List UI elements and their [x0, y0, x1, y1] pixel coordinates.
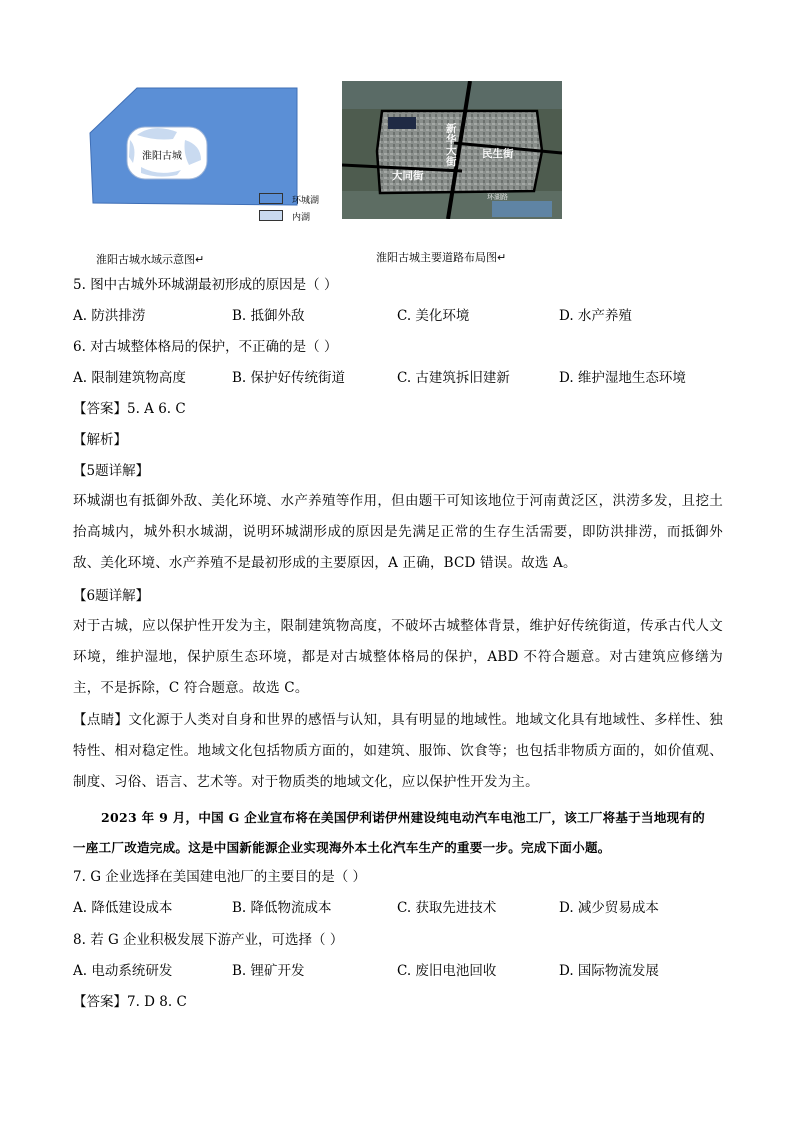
road-label-datong: 大同街 — [392, 170, 424, 182]
road-label-huanhu: 环湖路 — [487, 193, 508, 201]
question-6-stem — [73, 337, 337, 357]
dark-pond — [388, 117, 416, 129]
detail-6-tag: 【6题详解】 — [73, 588, 150, 604]
question-8-option-d: D. 国际物流发展 — [559, 963, 659, 979]
tip-text: 文化源于人类对自身和世界的感悟与认知，具有明显的地域性。地域文化具有地域性、多样性、独特性、相对稳定性。地域文化包括物质方面的，如建筑、服饰、饮食等；也包括非物质方面的，如价值观、制度、习俗、语言、艺术等。对于物质类的地域文化，应以保护性开发为主。 — [73, 712, 723, 790]
question-5-stem — [73, 275, 337, 295]
answer-text-2: 7. D 8. C — [127, 994, 187, 1010]
water-area-top — [342, 81, 562, 109]
question-7-option-b: B. 降低物流成本 — [232, 900, 332, 916]
question-7-text: G 企业选择在美国建电池厂的主要目的是（ ） — [90, 869, 367, 885]
question-8-option-b: B. 锂矿开发 — [232, 963, 305, 979]
right-figure-caption: 淮阳古城主要道路布局图↵ — [376, 251, 507, 264]
answer-text-1: 5. A 6. C — [127, 401, 186, 417]
detail-6-text: 对于古城，应以保护性开发为主，限制建筑物高度，不破坏古城整体背景，维护好传统街道，传承古代人文环境，维护湿地，保护原生态环境，都是对古城整体格局的保护，ABD 不符合题意。对古建筑应修缮为主，不是拆除，C 符合题意。故选 C。 — [73, 618, 723, 696]
question-8-option-a: A. 电动系统研发 — [73, 963, 173, 979]
legend-label-inner: 内湖 — [292, 213, 311, 223]
question-7-option-c: C. 获取先进技术 — [397, 900, 497, 916]
question-8-option-c: C. 废旧电池回收 — [397, 963, 497, 979]
tip-tag: 【点睛】 — [73, 712, 129, 728]
question-7-number: 7. — [73, 869, 86, 885]
question-5-text: 图中古城外环城湖最初形成的原因是（ ） — [90, 277, 338, 293]
question-5-number: 5. — [73, 277, 86, 293]
answer-tag-1: 【答案】 — [73, 401, 127, 417]
question-6-option-b: B. 保护好传统街道 — [232, 370, 346, 386]
material-line-2: 一座工厂改造完成。这是中国新能源企业实现海外本土化汽车生产的重要一步。完成下面小题。 — [73, 840, 611, 855]
road-label-xinhua: 新华大街 — [446, 123, 457, 168]
detail-5-text: 环城湖也有抵御外敌、美化环境、水产养殖等作用，但由题干可知该地位于河南黄泛区，洪涝多发，且挖土抬高城内，城外积水城湖，说明环城湖形成的原因是先满足正常的生存生活需要，即防洪排涝，而抵御外敌、美化环境、水产养殖不是最初形成的主要原因，A 正确，BCD 错误。故选 A。 — [73, 493, 723, 571]
legend-swatch-inner — [259, 210, 283, 221]
question-6-text: 对古城整体格局的保护，不正确的是（ ） — [90, 339, 338, 355]
question-5-option-b: B. 抵御外敌 — [232, 308, 305, 324]
question-7-stem — [73, 867, 366, 887]
road-label-minsheng: 民生街 — [482, 148, 514, 160]
detail-5-tag: 【5题详解】 — [73, 463, 150, 479]
question-5-option-a: A. 防洪排涝 — [73, 308, 146, 324]
material-line-1: 2023 年 9 月，中国 G 企业宣布将在美国伊利诺伊州建设纯电动汽车电池工厂，该工厂将基于当地现有的 — [101, 810, 706, 825]
question-7-option-d: D. 减少贸易成本 — [559, 900, 659, 916]
tip-paragraph — [73, 705, 723, 798]
legend-label-moat: 环城湖 — [292, 196, 320, 206]
question-5-option-c: C. 美化环境 — [397, 308, 470, 324]
question-8-number: 8. — [73, 932, 86, 948]
question-6-number: 6. — [73, 339, 86, 355]
legend-swatch-moat — [259, 193, 283, 204]
left-figure-caption: 淮阳古城水域示意图↵ — [96, 253, 205, 266]
question-8-stem — [73, 930, 343, 950]
question-7-option-a: A. 降低建设成本 — [73, 900, 173, 916]
question-8-text: 若 G 企业积极发展下游产业，可选择（ ） — [90, 932, 344, 948]
ancient-city-label: 淮阳古城 — [142, 151, 182, 162]
question-5-option-d: D. 水产养殖 — [559, 308, 632, 324]
analysis-tag: 【解析】 — [73, 432, 127, 448]
answer-block-1 — [73, 399, 186, 419]
water-blue-patch — [492, 201, 552, 217]
question-6-option-a: A. 限制建筑物高度 — [73, 370, 186, 386]
question-6-option-d: D. 维护湿地生态环境 — [559, 370, 686, 386]
water-area-map — [85, 85, 320, 210]
answer-tag-2: 【答案】 — [73, 994, 127, 1010]
answer-block-2 — [73, 992, 187, 1012]
question-6-option-c: C. 古建筑拆旧建新 — [397, 370, 510, 386]
